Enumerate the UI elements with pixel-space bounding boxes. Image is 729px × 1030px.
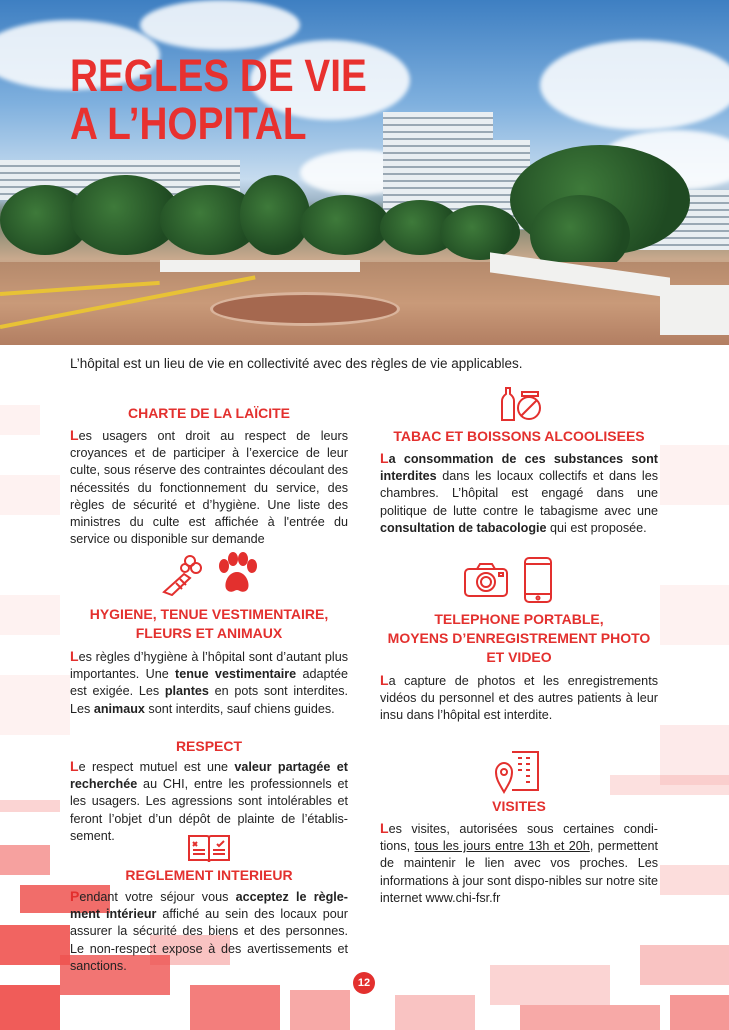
hygiene-bold-3: animaux [93, 701, 145, 716]
paw-icon [214, 552, 260, 596]
visites-hours: tous les jours entre 13h et 20h [414, 839, 590, 854]
reglement-text-1: endant votre séjour vous [79, 890, 236, 904]
reglement-bold-1: acceptez le règle-ment intérieur [70, 890, 349, 922]
visites-title: VISITES [492, 798, 546, 814]
tabac-dropcap: L [380, 450, 389, 466]
telephone-body: a capture de photos et les enregistrements vidéos du personnel et des autres patients à leur insu dans l’hôpital est interdite. [380, 674, 658, 723]
respect-text-1: e respect mutuel est une [78, 760, 235, 774]
hygiene-text-3: en pots sont interdites. Les [70, 684, 348, 716]
hygiene-title [70, 605, 348, 643]
page-title-line1: REGLES DE VIE [70, 50, 367, 101]
rulebook-icon [187, 832, 231, 864]
tabac-text-2: qui est proposée. [546, 520, 647, 535]
laicite-text [70, 427, 348, 548]
tabac-bold-1: a consommation de ces substances sont interdites [380, 452, 658, 484]
no-smoking-alcohol-icon [500, 386, 542, 422]
camera-icon [463, 562, 509, 598]
hygiene-text-1: es règles d’hygiène à l’hôpital sont d’autant plus importantes. Une [70, 650, 348, 682]
telephone-dropcap: L [380, 672, 389, 688]
location-building-icon [494, 748, 542, 794]
hygiene-text-2: adaptée est exigée. Les [70, 667, 348, 699]
telephone-title-line2: MOYENS D’ENREGISTREMENT PHOTO [387, 630, 651, 646]
page-title-line2: A L’HOPITAL [70, 98, 307, 149]
respect-dropcap: L [70, 758, 79, 774]
tabac-text-1: dans les locaux collectifs et dans les chambres. L’hôpital est engagé dans une politique de lutte contre le tabagisme avec une [380, 469, 658, 518]
smartphone-icon [523, 556, 553, 604]
telephone-title [380, 610, 658, 667]
hygiene-title-line1: HYGIENE, TENUE VESTIMENTAIRE, [89, 606, 329, 622]
respect-bold-1: valeur partagée et recherchée [70, 760, 348, 792]
reglement-text-2: affiché au sein des locaux pour assurer la sécurité des biens et des personnes. Le non-respect expose à des avertissements et sanctions. [70, 907, 348, 973]
visites-text-1: es visites, autorisées sous certaines condi-tions, [380, 822, 658, 854]
tabac-bold-2: consultation de tabacologie [380, 520, 547, 535]
telephone-title-line1: TELEPHONE PORTABLE, [434, 611, 604, 627]
page-number: 12 [353, 972, 375, 994]
hygiene-bold-1: tenue vestimentaire [175, 667, 297, 682]
page-title [70, 52, 367, 148]
visites-dropcap: L [380, 820, 389, 836]
telephone-text [380, 672, 658, 725]
visites-text-2: , permettent de maintenir le lien avec vos proches. Les informations à jour sont dispo-nibles sur notre site internet www.chi-fsr.fr [380, 839, 658, 905]
visites-text [380, 820, 658, 907]
laicite-dropcap: L [70, 427, 79, 443]
hygiene-text-4: sont interdits, sauf chiens guides. [144, 701, 335, 716]
hygiene-bold-2: plantes [164, 684, 209, 699]
reglement-text [70, 888, 348, 975]
telephone-title-line3: ET VIDEO [486, 649, 552, 665]
intro-text: L’hôpital est un lieu de vie en collectivité avec des règles de vie applicables. [70, 356, 523, 371]
laicite-body: es usagers ont droit au respect de leurs croyances et de participer à l’exercice de leur culte, sous réserve des contraintes découlant des nécessités du fonctionnement du service, des règles de sécurité et d’hygiène. Une liste des ministres du culte est affichée à l'entrée du service ou disponible sur demande [70, 429, 348, 547]
respect-text-2: au CHI, entre les professionnels et les usagers. Les agressions sont intolérables et feront l’objet d’un dépôt de plainte de l’établis-sement. [70, 777, 348, 843]
hygiene-title-line2: FLEURS ET ANIMAUX [135, 625, 283, 641]
respect-title: RESPECT [175, 738, 243, 754]
reglement-title: REGLEMENT INTERIEUR [125, 867, 293, 883]
laicite-title: CHARTE DE LA LAÏCITE [127, 405, 291, 421]
flowers-icon [160, 552, 204, 596]
reglement-dropcap: P [70, 888, 80, 904]
tabac-text [380, 450, 658, 537]
tabac-title: TABAC ET BOISSONS ALCOOLISEES [393, 428, 645, 444]
hygiene-text [70, 648, 348, 718]
hygiene-dropcap: L [70, 648, 79, 664]
